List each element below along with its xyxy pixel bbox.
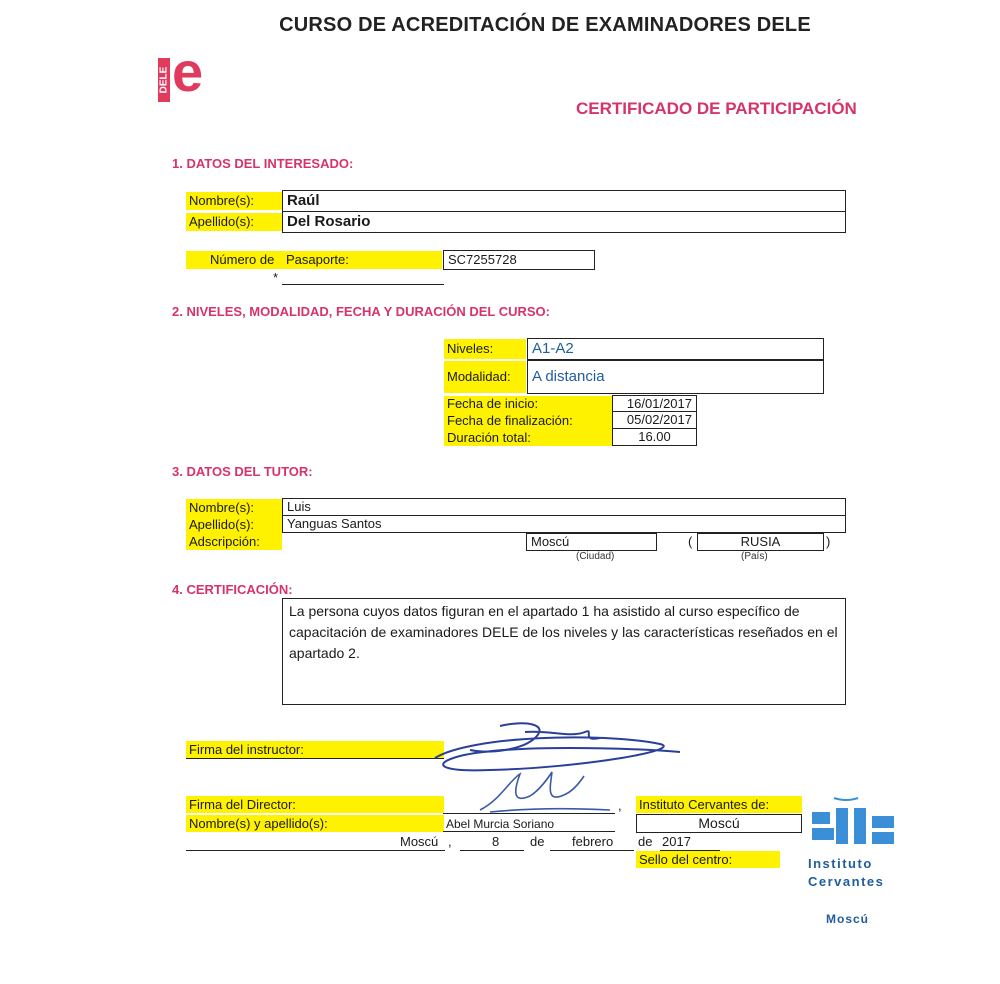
- section4-heading: 4. CERTIFICACIÓN:: [172, 582, 293, 597]
- logo-block-6: [872, 832, 894, 844]
- director-firma-line: [443, 813, 615, 814]
- tutor-adscripcion-label: Adscripción:: [186, 533, 282, 550]
- duracion-field: 16.00: [612, 428, 697, 446]
- dele-logo-bar: [158, 58, 170, 102]
- date-comma: ,: [448, 834, 452, 849]
- pasaporte-underline: [282, 284, 444, 285]
- modalidad-label: Modalidad:: [444, 361, 526, 393]
- dele-logo: [158, 40, 228, 104]
- certificacion-text: La persona cuyos datos figuran en el apartado 1 ha asistido al curso específico de capacitación de examinadores DELE de los niveles y las características reseñados en el apartado 2.: [282, 598, 846, 705]
- sello-label: Sello del centro:: [636, 851, 780, 868]
- pasaporte-label-a: Número de: [210, 252, 275, 267]
- document-title: CURSO DE ACREDITACIÓN DE EXAMINADORES DELE: [279, 14, 811, 36]
- pais-caption: (País): [741, 551, 768, 562]
- pasaporte-field: SC7255728: [443, 250, 595, 270]
- fin-label: Fecha de finalización:: [444, 412, 612, 429]
- date-month: febrero: [572, 834, 614, 849]
- instructor-signature: [430, 718, 690, 778]
- tutor-pais-field: RUSIA: [697, 533, 824, 551]
- logo-block-1: [812, 812, 830, 824]
- date-city: Moscú: [400, 834, 439, 849]
- fin-field: 05/02/2017: [612, 411, 697, 429]
- niveles-label: Niveles:: [444, 339, 526, 359]
- cervantes-line2: Cervantes: [808, 874, 885, 889]
- logo-tilde: [834, 798, 858, 800]
- director-nombre-line: [443, 831, 615, 832]
- pais-paren-close: ): [826, 534, 831, 549]
- modalidad-field: A distancia: [527, 360, 824, 394]
- dele-logo-text: DELE: [158, 66, 170, 94]
- date-year: 2017: [662, 834, 691, 849]
- pasaporte-asterisk: *: [273, 270, 279, 285]
- tutor-apellido-field: Yanguas Santos: [282, 515, 846, 533]
- cervantes-logo-mark: [808, 794, 900, 848]
- firma-director-label: Firma del Director:: [186, 796, 444, 813]
- inicio-field: 16/01/2017: [612, 395, 697, 412]
- cervantes-city: Moscú: [826, 912, 870, 926]
- cervantes-logo: [806, 794, 906, 934]
- director-signature: [470, 770, 620, 818]
- logo-block-5: [812, 828, 834, 840]
- interesado-apellido-label: Apellido(s):: [186, 213, 282, 231]
- director-nombre-label: Nombre(s) y apellido(s):: [186, 815, 444, 832]
- logo-block-3: [854, 808, 866, 844]
- interesado-nombre-label: Nombre(s):: [186, 192, 282, 210]
- niveles-field: A1-A2: [527, 338, 824, 360]
- dele-logo-letter: e: [172, 40, 204, 103]
- section1-heading: 1. DATOS DEL INTERESADO:: [172, 156, 354, 171]
- certificate-subtitle: CERTIFICADO DE PARTICIPACIÓN: [576, 99, 857, 118]
- date-month-line: [550, 850, 634, 851]
- tutor-ciudad-field: Moscú: [526, 533, 657, 551]
- pasaporte-label-b: Pasaporte:: [286, 252, 349, 267]
- date-de2: de: [638, 834, 653, 849]
- date-city-line: [186, 850, 445, 851]
- interesado-apellido-field: Del Rosario: [282, 211, 846, 233]
- date-de1: de: [530, 834, 545, 849]
- duracion-label: Duración total:: [444, 429, 612, 446]
- tutor-nombre-label: Nombre(s):: [186, 499, 282, 516]
- inicio-label: Fecha de inicio:: [444, 396, 612, 412]
- signature-stroke-2: [435, 737, 680, 770]
- director-firma-comma: ,: [618, 798, 622, 813]
- director-signature-stroke: [480, 772, 610, 812]
- tutor-apellido-label: Apellido(s):: [186, 516, 282, 533]
- tutor-nombre-field: Luis: [282, 498, 846, 516]
- firma-instructor-line: [186, 758, 444, 759]
- instituto-label: Instituto Cervantes de:: [636, 796, 802, 813]
- logo-block-2: [836, 808, 848, 844]
- date-day-line: [460, 850, 524, 851]
- section3-heading: 3. DATOS DEL TUTOR:: [172, 464, 313, 479]
- logo-block-4: [872, 816, 894, 828]
- date-day: 8: [492, 834, 500, 849]
- director-name: Abel Murcia Soriano: [446, 817, 555, 831]
- pasaporte-label-bg: [186, 251, 442, 269]
- firma-instructor-label: Firma del instructor:: [186, 741, 444, 758]
- instituto-field: Moscú: [636, 814, 802, 833]
- section2-heading: 2. NIVELES, MODALIDAD, FECHA Y DURACIÓN DEL CURSO:: [172, 304, 550, 319]
- interesado-nombre-field: Raúl: [282, 190, 846, 212]
- ciudad-caption: (Ciudad): [576, 551, 615, 562]
- cervantes-line1: Instituto: [808, 856, 873, 871]
- pais-paren-open: (: [688, 534, 693, 549]
